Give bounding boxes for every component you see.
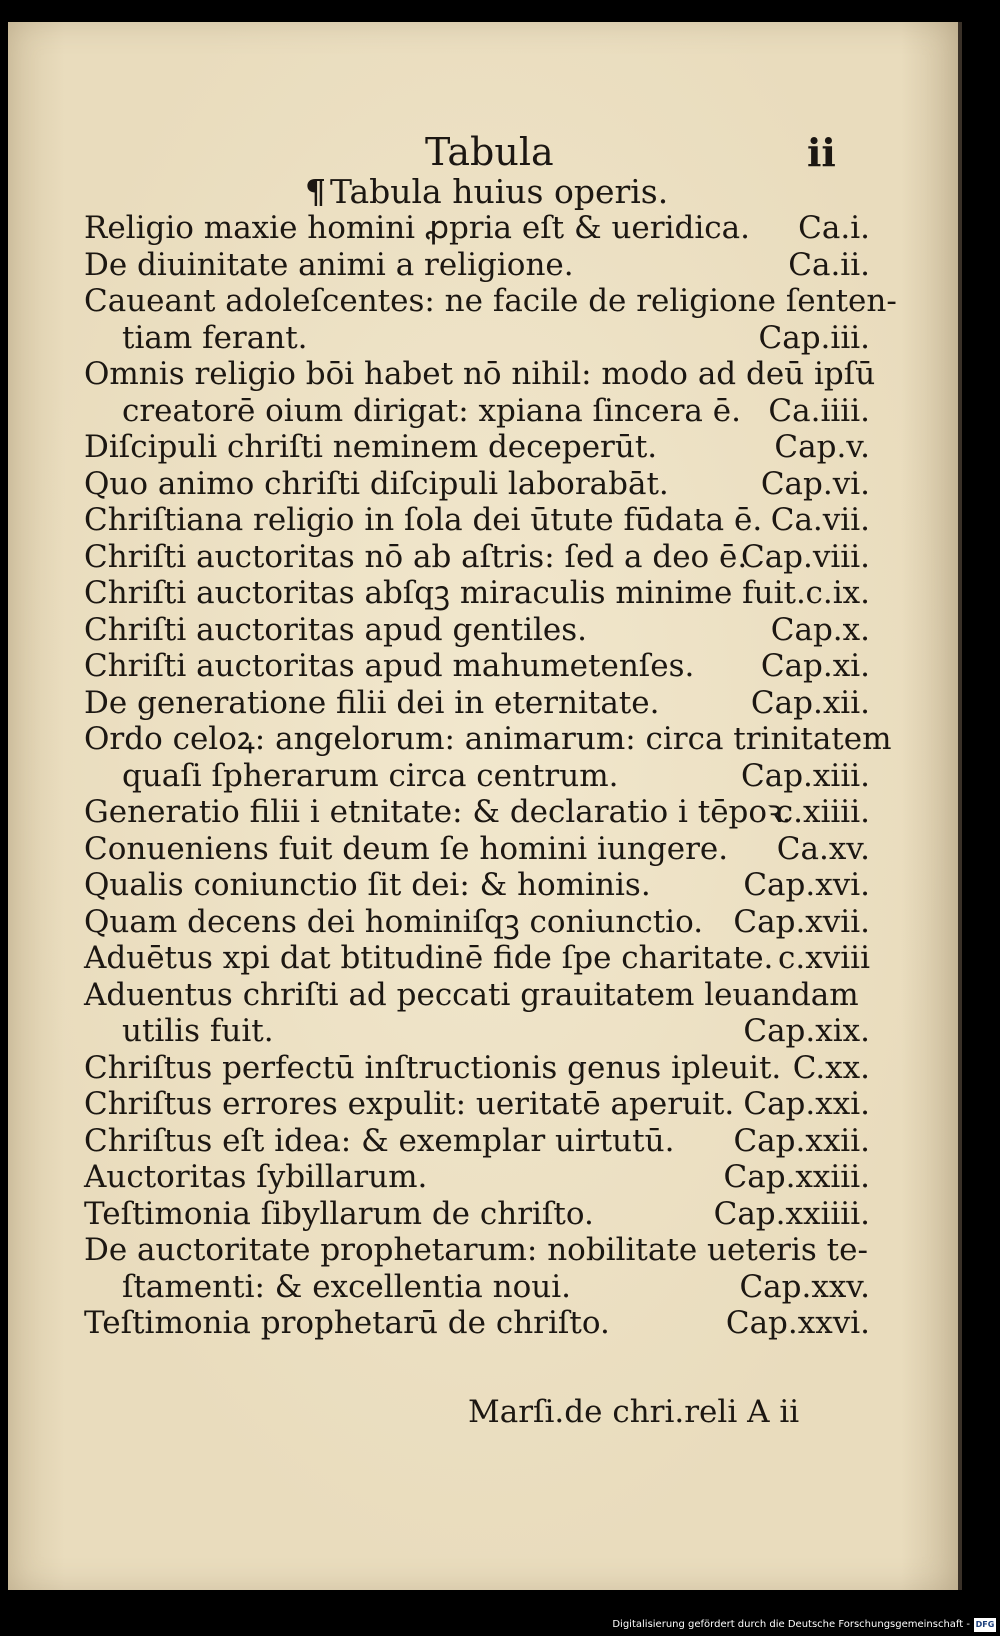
toc-entry-text: Aduētus xpi dat btitudinē fide ſpe charitate. bbox=[84, 940, 774, 976]
table-of-contents bbox=[84, 210, 897, 1342]
toc-entry bbox=[84, 940, 870, 977]
digitization-footer bbox=[0, 1616, 1000, 1636]
toc-chapter-number: Cap.xi. bbox=[760, 648, 870, 684]
toc-entry-text: De auctoritate prophetarum: nobilitate ueteris te- bbox=[84, 1232, 868, 1268]
running-title: Tabula bbox=[425, 130, 554, 174]
toc-entry-text: Chriſtus perfectū inſtructionis genus ipleuit. bbox=[84, 1049, 782, 1086]
toc-entry bbox=[84, 831, 870, 868]
toc-entry-text: Chriſtus errores expulit: ueritatē aperuit. bbox=[84, 1086, 735, 1122]
toc-entry-text: Caueant adoleſcentes: ne facile de religione ſenten- bbox=[84, 283, 897, 319]
table-heading bbox=[305, 172, 668, 211]
toc-entry bbox=[84, 393, 870, 430]
toc-entry-text: De generatione filii dei in eternitate. bbox=[84, 684, 660, 721]
toc-entry bbox=[84, 575, 870, 612]
toc-entry bbox=[84, 466, 870, 503]
toc-entry bbox=[84, 1305, 870, 1342]
toc-entry-text: Aduentus chriſti ad peccati grauitatem leuandam bbox=[84, 976, 859, 1013]
toc-chapter-number: Ca.i. bbox=[798, 210, 870, 246]
toc-chapter-number: Ca.xv. bbox=[776, 830, 870, 867]
toc-entry-text: Chriſti auctoritas abſqꝫ miraculis minime fuit. bbox=[84, 575, 806, 611]
toc-chapter-number: Cap.viii. bbox=[740, 538, 870, 575]
toc-chapter-number: Ca.iiii. bbox=[768, 392, 870, 429]
toc-entry-text: Chriſtiana religio in ſola dei ūtute fūdata ē. bbox=[84, 502, 763, 538]
toc-entry bbox=[84, 1196, 870, 1233]
toc-entry bbox=[84, 977, 870, 1014]
toc-chapter-number: c.xviii bbox=[778, 940, 870, 976]
toc-entry-text: Omnis religio bōi habet nō nihil: modo ad deū ipſū bbox=[84, 356, 876, 392]
page-header bbox=[8, 112, 958, 175]
toc-chapter-number: Cap.xvii. bbox=[733, 903, 870, 940]
toc-entry-text: Teſtimonia ſibyllarum de chriſto. bbox=[84, 1195, 594, 1232]
toc-entry-text: Diſcipuli chriſti neminem deceperūt. bbox=[84, 429, 658, 465]
toc-entry-text: Conueniens fuit deum ſe homini iungere. bbox=[84, 830, 729, 867]
toc-entry bbox=[84, 1269, 870, 1306]
toc-entry-text: Quo animo chriſti diſcipuli laborabāt. bbox=[84, 465, 669, 502]
toc-chapter-number: Cap.x. bbox=[770, 611, 870, 648]
toc-entry-text: utilis fuit. bbox=[122, 1013, 274, 1049]
toc-chapter-number: Cap.xxiiii. bbox=[713, 1195, 870, 1232]
toc-chapter-number: c.xiiii. bbox=[775, 794, 870, 830]
toc-entry bbox=[84, 612, 870, 649]
toc-entry-text: Teſtimonia prophetarū de chriſto. bbox=[84, 1305, 610, 1341]
toc-chapter-number: Cap.xvi. bbox=[743, 867, 870, 903]
toc-chapter-number: Cap.xxvi. bbox=[725, 1305, 870, 1341]
toc-entry bbox=[84, 210, 870, 247]
toc-entry-text: Qualis coniunctio ſit dei: & hominis. bbox=[84, 867, 651, 903]
toc-entry bbox=[84, 1013, 870, 1050]
toc-chapter-number: Cap.xxiii. bbox=[723, 1159, 870, 1195]
toc-chapter-number: Cap.v. bbox=[774, 429, 870, 465]
toc-chapter-number: Cap.xxi. bbox=[743, 1086, 870, 1122]
toc-entry bbox=[84, 1123, 870, 1160]
toc-entry bbox=[84, 1232, 870, 1269]
toc-entry-text: Chriſti auctoritas nō ab aſtris: ſed a deo ē. bbox=[84, 538, 748, 575]
toc-entry-text: Chriſti auctoritas apud mahumetenſes. bbox=[84, 648, 695, 684]
table-heading-text: Tabula huius operis. bbox=[330, 172, 669, 211]
toc-entry-text: tiam ferant. bbox=[122, 319, 308, 356]
toc-entry bbox=[84, 539, 870, 576]
toc-entry bbox=[84, 1159, 870, 1196]
book-page bbox=[8, 22, 962, 1590]
toc-chapter-number: Cap.xiii. bbox=[741, 757, 870, 794]
toc-entry bbox=[84, 721, 892, 758]
toc-chapter-number: c.ix. bbox=[805, 575, 870, 611]
toc-entry-text: ſtamenti: & excellentia noui. bbox=[122, 1268, 571, 1305]
toc-chapter-number: Cap.iii. bbox=[758, 319, 870, 356]
toc-entry bbox=[84, 283, 897, 320]
toc-entry bbox=[84, 794, 870, 831]
folio-number: ii bbox=[807, 130, 836, 175]
toc-entry bbox=[84, 356, 876, 393]
dfg-logo: DFG bbox=[974, 1618, 996, 1632]
toc-entry-text: Generatio filii i etnitate: & declaratio i tēpoꝛ. bbox=[84, 794, 792, 830]
toc-entry bbox=[84, 1050, 870, 1087]
toc-entry bbox=[84, 1086, 870, 1123]
toc-entry bbox=[84, 502, 870, 539]
toc-chapter-number: Cap.xxii. bbox=[733, 1122, 870, 1159]
toc-chapter-number: Cap.xii. bbox=[750, 684, 870, 721]
toc-entry bbox=[84, 904, 870, 941]
toc-entry bbox=[84, 247, 870, 284]
toc-entry-text: Chriſtus eſt idea: & exemplar uirtutū. bbox=[84, 1122, 675, 1159]
toc-entry-text: De diuinitate animi a religione. bbox=[84, 246, 574, 283]
toc-entry bbox=[84, 867, 870, 904]
toc-chapter-number: C.xx. bbox=[792, 1049, 870, 1086]
toc-entry-text: Chriſti auctoritas apud gentiles. bbox=[84, 611, 588, 648]
toc-entry-text: Ordo celoꝝ: angelorum: animarum: circa trinitatem bbox=[84, 721, 892, 757]
footer-credit: Digitalisierung gefördert durch die Deutsche Forschungsgemeinschaft - bbox=[612, 1619, 970, 1630]
toc-chapter-number: Cap.xxv. bbox=[739, 1268, 870, 1305]
toc-entry bbox=[84, 320, 870, 357]
toc-entry-text: Religio maxie homini ꝓpria eſt & ueridica. bbox=[84, 210, 750, 246]
toc-chapter-number: Ca.vii. bbox=[770, 502, 870, 538]
toc-entry-text: Quam decens dei hominiſqꝫ coniunctio. bbox=[84, 903, 704, 940]
toc-chapter-number: Cap.vi. bbox=[760, 465, 870, 502]
toc-entry-text: Auctoritas ſybillarum. bbox=[84, 1159, 428, 1195]
toc-entry bbox=[84, 648, 870, 685]
toc-entry bbox=[84, 758, 870, 795]
toc-entry-text: creatorē oium dirigat: xpiana ſincera ē. bbox=[122, 392, 741, 429]
toc-entry-text: quaſi ſpherarum circa centrum. bbox=[122, 757, 619, 794]
toc-chapter-number: Ca.ii. bbox=[788, 246, 870, 283]
toc-entry bbox=[84, 685, 870, 722]
pilcrow-icon: ¶ bbox=[305, 172, 326, 211]
signature-line: Marſi.de chri.reli A ii bbox=[468, 1394, 800, 1430]
toc-entry bbox=[84, 429, 870, 466]
toc-chapter-number: Cap.xix. bbox=[743, 1013, 870, 1049]
